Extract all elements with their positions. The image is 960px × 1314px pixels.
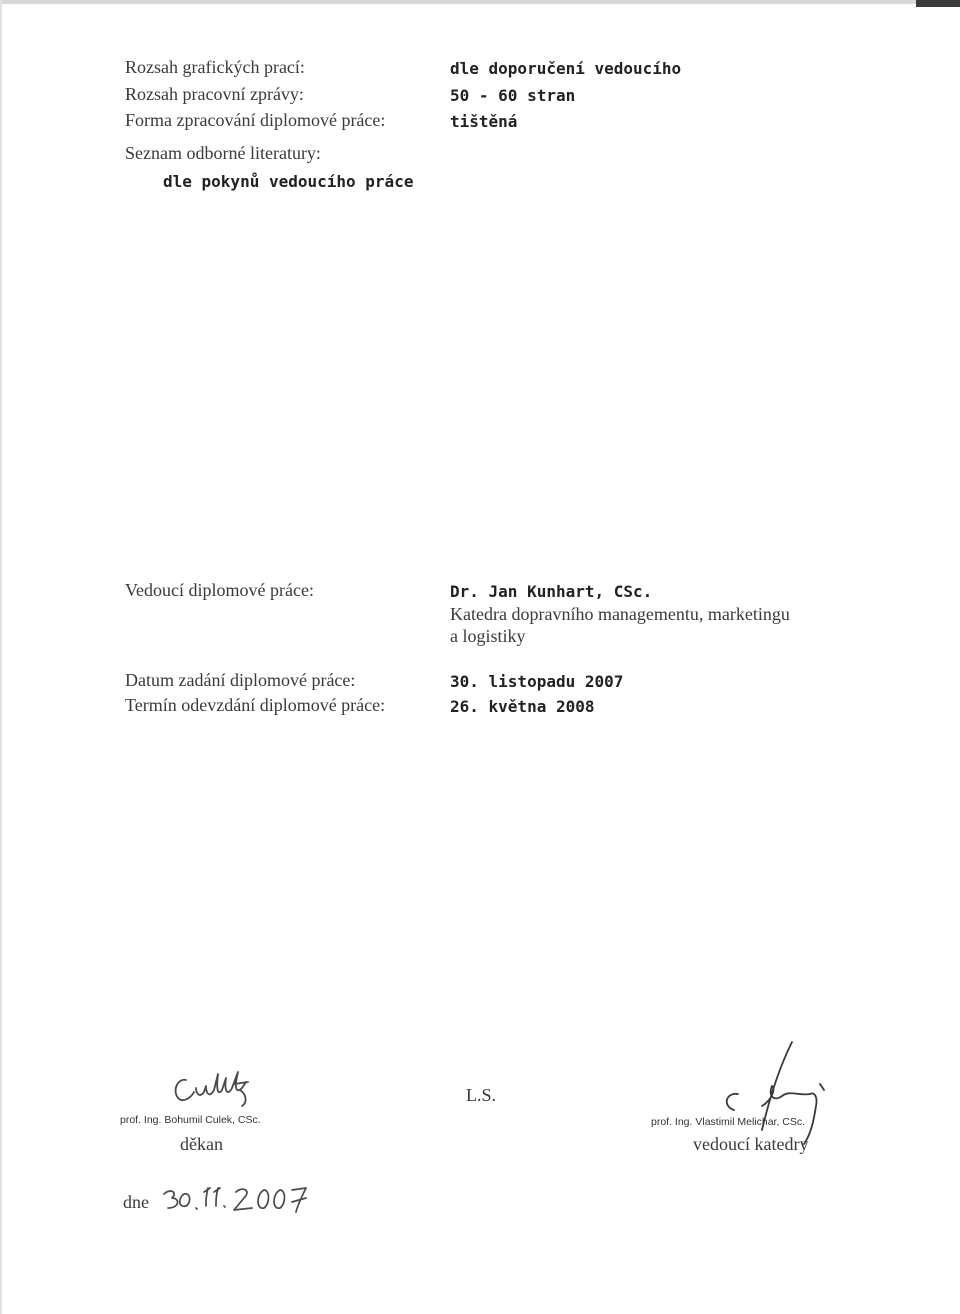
scan-edge-mark [916, 0, 960, 7]
dean-name: prof. Ing. Bohumil Culek, CSc. [120, 1114, 261, 1126]
graphic-scope-label: Rozsah grafických prací: [125, 57, 305, 77]
date-prefix: dne [123, 1192, 149, 1212]
scan-edge-left [0, 0, 2, 1314]
supervisor-department-line2: a logistiky [450, 626, 526, 646]
head-name: prof. Ing. Vlastimil Melichar, CSc. [651, 1116, 806, 1128]
assignment-date-value: 30. listopadu 2007 [450, 672, 624, 691]
literature-label: Seznam odborné literatury: [125, 143, 321, 163]
literature-value: dle pokynů vedoucího práce [163, 172, 414, 191]
thesis-form-value: tištěná [450, 112, 518, 131]
supervisor-name: Dr. Jan Kunhart, CSc. [450, 582, 653, 601]
dean-role: děkan [180, 1134, 223, 1154]
supervisor-label: Vedoucí diplomové práce: [125, 580, 314, 600]
thesis-form-label: Forma zpracování diplomové práce: [125, 110, 386, 130]
supervisor-department-line1: Katedra dopravního managementu, marketingu [450, 604, 790, 624]
submission-date-label: Termín odevzdání diplomové práce: [125, 695, 386, 715]
report-scope-label: Rozsah pracovní zprávy: [125, 84, 304, 104]
dean-signature [168, 1064, 268, 1110]
graphic-scope-value: dle doporučení vedoucího [450, 59, 682, 78]
submission-date-value: 26. května 2008 [450, 697, 595, 716]
head-role: vedoucí katedry [693, 1134, 809, 1154]
scan-edge-top [0, 0, 960, 4]
assignment-date-label: Datum zadání diplomové práce: [125, 670, 356, 690]
seal-mark: L.S. [466, 1085, 497, 1105]
handwritten-date [160, 1176, 320, 1220]
report-scope-value: 50 - 60 stran [450, 86, 576, 105]
